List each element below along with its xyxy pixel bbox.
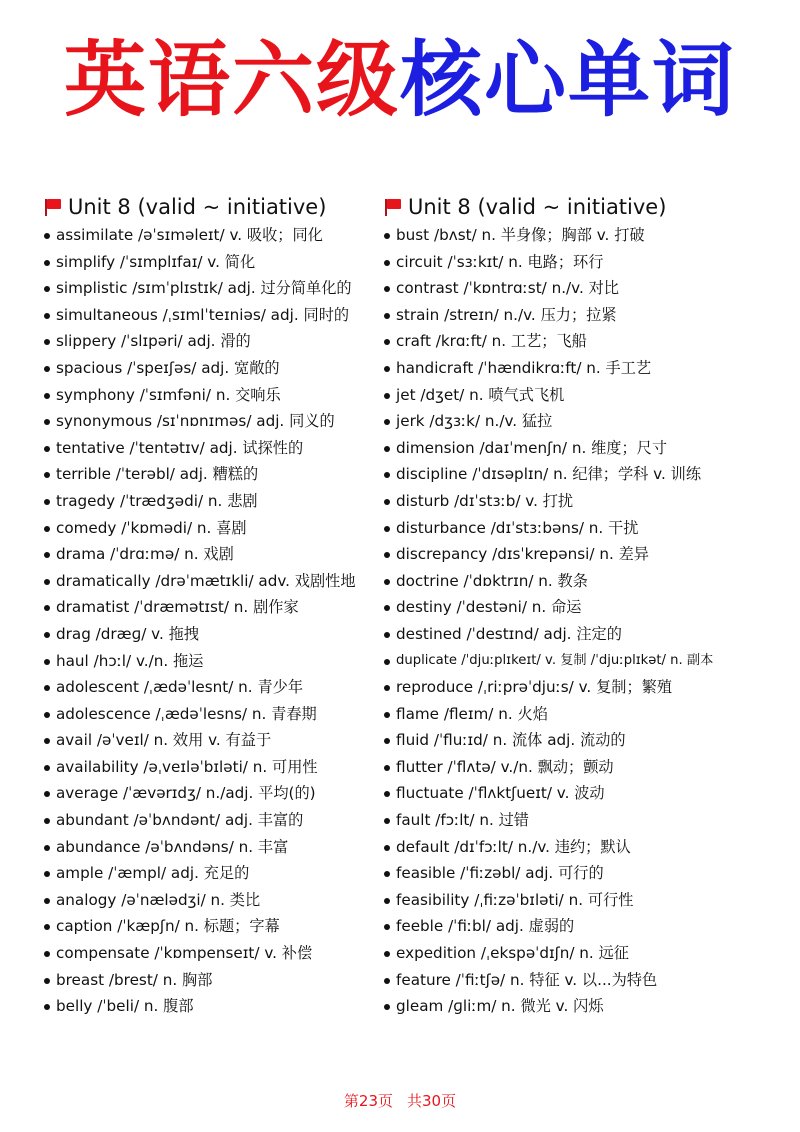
word-entry: average /ˈævərɪdʒ/ n./adj. 平均(的): [44, 780, 380, 807]
word-entry: duplicate /ˈdjuːplɪkeɪt/ v. 复制 /ˈdjuːplɪkət/ n. 副本: [384, 648, 784, 675]
word-entry: doctrine /ˈdɒktrɪn/ n. 教条: [384, 568, 784, 595]
unit-header-label: Unit 8 (valid ~ initiative): [408, 195, 667, 219]
word-entry: feasibility /ˌfiːzəˈbɪləti/ n. 可行性: [384, 887, 784, 914]
word-entry: compensate /ˈkɒmpenseɪt/ v. 补偿: [44, 940, 380, 967]
word-entry: haul /hɔːl/ v./n. 拖运: [44, 648, 380, 675]
word-entry: craft /krɑːft/ n. 工艺；飞船: [384, 328, 784, 355]
word-entry: contrast /ˈkɒntrɑːst/ n./v. 对比: [384, 275, 784, 302]
word-entry: breast /brest/ n. 胸部: [44, 967, 380, 994]
word-entry: destined /ˈdestɪnd/ adj. 注定的: [384, 621, 784, 648]
word-entry: bust /bʌst/ n. 半身像；胸部 v. 打破: [384, 222, 784, 249]
unit-header-label: Unit 8 (valid ~ initiative): [68, 195, 327, 219]
unit-header-right: [384, 192, 784, 222]
word-entry: reproduce /ˌriːprəˈdjuːs/ v. 复制；繁殖: [384, 674, 784, 701]
word-entry: simultaneous /ˌsɪmlˈteɪniəs/ adj. 同时的: [44, 302, 380, 329]
flag-icon: [44, 198, 62, 216]
word-entry: abundant /əˈbʌndənt/ adj. 丰富的: [44, 807, 380, 834]
word-entry: avail /əˈveɪl/ n. 效用 v. 有益于: [44, 727, 380, 754]
word-entry: caption /ˈkæpʃn/ n. 标题；字幕: [44, 913, 380, 940]
unit-header-left: [44, 192, 380, 222]
word-entry: synonymous /sɪˈnɒnɪməs/ adj. 同义的: [44, 408, 380, 435]
word-entry: belly /ˈbeli/ n. 腹部: [44, 993, 380, 1020]
title-blue-part: 核心单词: [400, 33, 737, 128]
word-entry: fault /fɔːlt/ n. 过错: [384, 807, 784, 834]
word-entry: comedy /ˈkɒmədi/ n. 喜剧: [44, 515, 380, 542]
word-entry: dramatist /ˈdræmətɪst/ n. 剧作家: [44, 594, 380, 621]
title-red-part: 英语六级: [63, 33, 400, 128]
word-entry: circuit /ˈsɜːkɪt/ n. 电路；环行: [384, 249, 784, 276]
page-number: 第23页: [343, 1092, 393, 1110]
word-entry: simplify /ˈsɪmplɪfaɪ/ v. 简化: [44, 249, 380, 276]
flag-icon: [384, 198, 402, 216]
right-column: [384, 192, 784, 1020]
word-entry: destiny /ˈdestəni/ n. 命运: [384, 594, 784, 621]
word-entry: symphony /ˈsɪmfəni/ n. 交响乐: [44, 382, 380, 409]
word-entry: strain /streɪn/ n./v. 压力；拉紧: [384, 302, 784, 329]
word-entry: adolescence /ˌædəˈlesns/ n. 青春期: [44, 701, 380, 728]
word-entry: tentative /ˈtentətɪv/ adj. 试探性的: [44, 435, 380, 462]
word-entry: handicraft /ˈhændikrɑːft/ n. 手工艺: [384, 355, 784, 382]
word-entry: flutter /ˈflʌtə/ v./n. 飘动；颤动: [384, 754, 784, 781]
word-entry: adolescent /ˌædəˈlesnt/ n. 青少年: [44, 674, 380, 701]
word-entry: drama /ˈdrɑːmə/ n. 戏剧: [44, 541, 380, 568]
word-entry: ample /ˈæmpl/ adj. 充足的: [44, 860, 380, 887]
word-entry: feature /ˈfiːtʃə/ n. 特征 v. 以...为特色: [384, 967, 784, 994]
word-list-left: [44, 222, 380, 1020]
word-entry: spacious /ˈspeɪʃəs/ adj. 宽敞的: [44, 355, 380, 382]
word-entry: default /dɪˈfɔːlt/ n./v. 违约；默认: [384, 834, 784, 861]
word-entry: gleam /ɡliːm/ n. 微光 v. 闪烁: [384, 993, 784, 1020]
word-entry: assimilate /əˈsɪməleɪt/ v. 吸收；同化: [44, 222, 380, 249]
word-entry: disturb /dɪˈstɜːb/ v. 打扰: [384, 488, 784, 515]
word-list-right: [384, 222, 784, 1020]
word-entry: drag /dræɡ/ v. 拖拽: [44, 621, 380, 648]
word-entry: availability /əˌveɪləˈbɪləti/ n. 可用性: [44, 754, 380, 781]
word-entry: dimension /daɪˈmenʃn/ n. 维度；尺寸: [384, 435, 784, 462]
word-entry: flame /fleɪm/ n. 火焰: [384, 701, 784, 728]
word-entry: simplistic /sɪmˈplɪstɪk/ adj. 过分简单化的: [44, 275, 380, 302]
word-entry: terrible /ˈterəbl/ adj. 糟糕的: [44, 461, 380, 488]
word-entry: feeble /ˈfiːbl/ adj. 虚弱的: [384, 913, 784, 940]
page-total: 共30页: [407, 1092, 457, 1110]
word-entry: fluid /ˈfluːɪd/ n. 流体 adj. 流动的: [384, 727, 784, 754]
word-entry: expedition /ˌekspəˈdɪʃn/ n. 远征: [384, 940, 784, 967]
page-title: [0, 33, 800, 128]
page-footer: [0, 1090, 800, 1111]
word-entry: disturbance /dɪˈstɜːbəns/ n. 干扰: [384, 515, 784, 542]
word-entry: fluctuate /ˈflʌktʃueɪt/ v. 波动: [384, 780, 784, 807]
word-entry: jet /dʒet/ n. 喷气式飞机: [384, 382, 784, 409]
left-column: [44, 192, 380, 1020]
word-entry: discipline /ˈdɪsəplɪn/ n. 纪律；学科 v. 训练: [384, 461, 784, 488]
word-entry: discrepancy /dɪsˈkrepənsi/ n. 差异: [384, 541, 784, 568]
word-entry: tragedy /ˈtrædʒədi/ n. 悲剧: [44, 488, 380, 515]
word-entry: dramatically /drəˈmætɪkli/ adv. 戏剧性地: [44, 568, 380, 595]
word-entry: analogy /əˈnælədʒi/ n. 类比: [44, 887, 380, 914]
word-entry: feasible /ˈfiːzəbl/ adj. 可行的: [384, 860, 784, 887]
word-entry: jerk /dʒɜːk/ n./v. 猛拉: [384, 408, 784, 435]
word-entry: abundance /əˈbʌndəns/ n. 丰富: [44, 834, 380, 861]
word-entry: slippery /ˈslɪpəri/ adj. 滑的: [44, 328, 380, 355]
